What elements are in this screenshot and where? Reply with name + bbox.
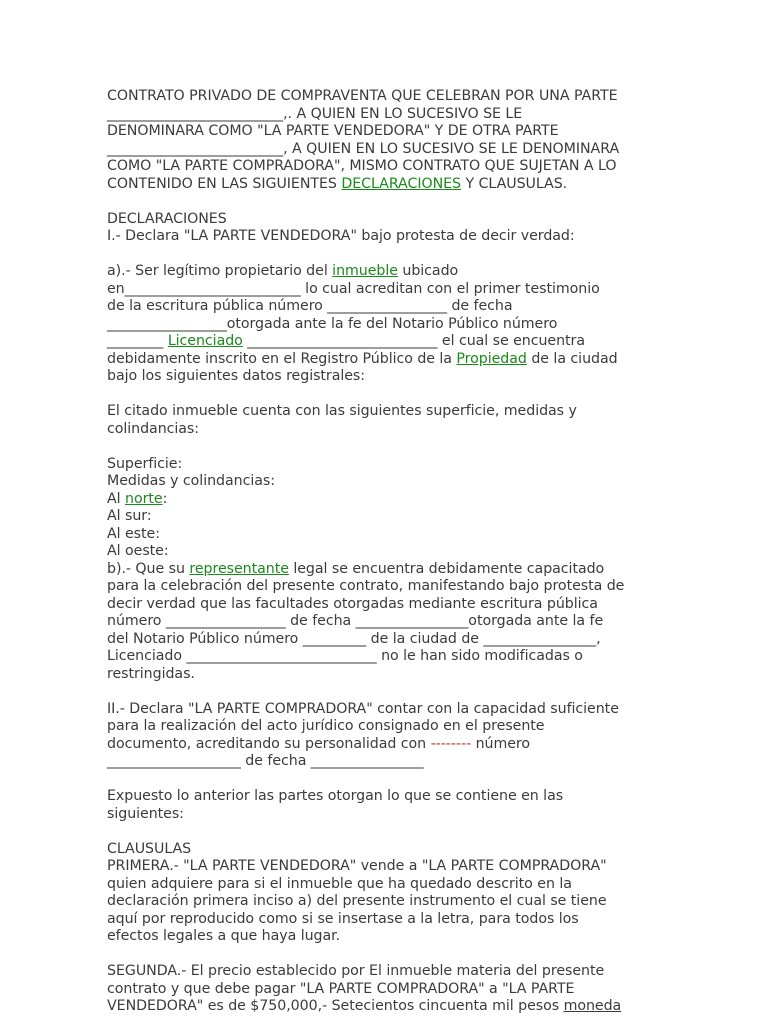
citado-paragraph — [107, 403, 663, 438]
superficie-label: Superficie: — [107, 455, 183, 472]
text-line: colindancias: — [107, 420, 200, 437]
text: legal se encuentra debidamente capacitado — [288, 560, 605, 577]
text-line: para la celebración del presente contrato, manifestando bajo protesta de — [107, 578, 625, 594]
clausula-primera — [107, 841, 663, 946]
text: debidamente inscrito en el Registro Público de la — [107, 350, 457, 367]
text: : — [162, 490, 168, 507]
text: documento, acreditando su personalidad con — [107, 735, 431, 752]
text-line: de la escritura pública número _________________ de fecha — [107, 298, 513, 314]
section-heading: DECLARACIONES — [107, 210, 227, 227]
declaration-i: I.- Declara "LA PARTE VENDEDORA" bajo protesta de decir verdad: — [107, 228, 575, 244]
declaration-a — [107, 263, 663, 386]
declaration-ii — [107, 701, 663, 771]
intro-line: COMO "LA PARTE COMPRADORA", MISMO CONTRATO QUE SUJETAN A LO — [107, 158, 617, 174]
text-line: quien adquiere para si el inmueble que ha quedado descrito en la — [107, 875, 572, 892]
text-line: efectos legales a que haya lugar. — [107, 928, 341, 944]
text: de la ciudad — [526, 350, 618, 367]
expuesto-paragraph — [107, 788, 663, 823]
text: ubicado — [397, 263, 459, 279]
intro-text: Y CLAUSULAS. — [461, 175, 568, 192]
este-line: Al este: — [107, 525, 160, 542]
text-line: SEGUNDA.- El precio establecido por El inmueble materia del presente — [107, 963, 605, 979]
text-line: decir verdad que las facultades otorgadas mediante escritura pública — [107, 595, 598, 612]
text-line: Expuesto lo anterior las partes otorgan lo que se contiene en las — [107, 788, 564, 804]
text-line: El citado inmueble cuenta con las siguientes superficie, medidas y — [107, 403, 577, 419]
declaration-b — [107, 561, 663, 684]
text-line: Licenciado ___________________________ no le han sido modificadas o — [107, 648, 583, 664]
text-line: contrato y que debe pagar "LA PARTE COMPRADORA" a "LA PARTE — [107, 980, 575, 997]
intro-text: CONTENIDO EN LAS SIGUIENTES — [107, 175, 342, 192]
text-line: restringidas. — [107, 665, 195, 682]
norte-line — [107, 491, 663, 509]
text-line — [107, 333, 663, 351]
text-line: II.- Declara "LA PARTE COMPRADORA" contar con la capacidad suficiente — [107, 700, 619, 717]
text-line — [107, 351, 663, 369]
sur-line: Al sur: — [107, 508, 152, 524]
section-heading: CLAUSULAS — [107, 840, 192, 857]
intro-line: _________________________, A QUIEN EN LO SUCESIVO SE LE DENOMINARA — [107, 140, 620, 157]
text-line — [107, 736, 663, 754]
intro-line: _________________________,. A QUIEN EN LO SUCESIVO SE LE — [107, 105, 523, 122]
text-line: PRIMERA.- "LA PARTE VENDEDORA" vende a "LA PARTE COMPRADORA" — [107, 858, 607, 874]
text-line — [107, 998, 663, 1016]
text-line: número _________________ de fecha ________________otorgada ante la fe — [107, 613, 604, 629]
intro-line: DENOMINARA COMO "LA PARTE VENDEDORA" Y DE OTRA PARTE — [107, 123, 559, 139]
text-line: bajo los siguientes datos registrales: — [107, 368, 366, 384]
contract-document — [107, 88, 663, 1033]
text-line — [107, 561, 663, 579]
text: VENDEDORA" es de $750,000,- Setecientos cincuenta mil pesos — [107, 998, 564, 1014]
medidas-label: Medidas y colindancias: — [107, 473, 275, 489]
text-line: _________________otorgada ante la fe del Notario Público número — [107, 315, 558, 332]
text-line: en_________________________ lo cual acreditan con el primer testimonio — [107, 280, 600, 297]
text-line: aquí por reproducido como si se insertase a la letra, para todos los — [107, 910, 579, 927]
licenciado-link[interactable]: Licenciado — [167, 333, 243, 349]
propiedad-link[interactable]: Propiedad — [456, 350, 527, 367]
text-line: siguientes: — [107, 805, 184, 822]
text-line — [107, 263, 663, 281]
text: número — [471, 735, 531, 752]
text-line: declaración primera inciso a) del presente instrumento el cual se tiene — [107, 893, 607, 909]
text: ________ — [107, 333, 168, 349]
text: b).- Que su — [107, 560, 190, 577]
text: Al — [107, 490, 126, 507]
text: ___________________________ el cual se encuentra — [242, 333, 585, 349]
intro-line — [107, 176, 663, 194]
declaraciones-link[interactable]: DECLARACIONES — [341, 175, 462, 192]
intro-line: CONTRATO PRIVADO DE COMPRAVENTA QUE CELEBRAN POR UNA PARTE — [107, 88, 618, 104]
moneda-underlined: moneda — [563, 998, 622, 1014]
norte-link[interactable]: norte — [125, 490, 163, 507]
inmueble-link[interactable]: inmueble — [332, 263, 398, 279]
clausula-segunda — [107, 963, 663, 1016]
text-line: del Notario Público número _________ de la ciudad de ________________, — [107, 630, 601, 647]
medidas-block — [107, 456, 663, 561]
oeste-line: Al oeste: — [107, 543, 169, 559]
red-dashes: -------- — [430, 735, 472, 752]
intro-paragraph — [107, 88, 663, 193]
text: a).- Ser legítimo propietario del — [107, 263, 333, 279]
text-line: ___________________ de fecha ________________ — [107, 753, 424, 769]
representante-link[interactable]: representante — [189, 560, 289, 577]
declaraciones-section — [107, 211, 663, 246]
text-line: para la realización del acto jurídico consignado en el presente — [107, 718, 545, 734]
